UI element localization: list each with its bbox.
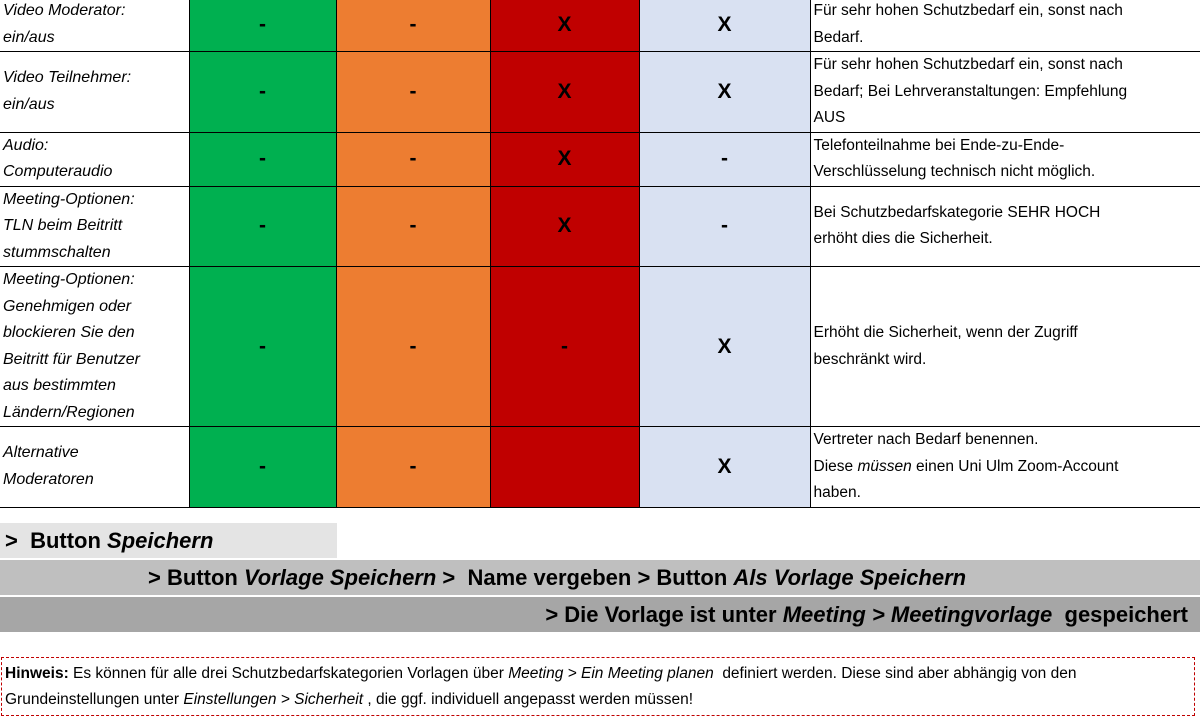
step2-d: Als Vorlage Speichern xyxy=(733,565,967,590)
table-row xyxy=(0,186,1200,267)
cell-green: - xyxy=(189,186,336,267)
step2-a: > Button xyxy=(148,565,244,590)
hint-label: Hinweis: xyxy=(5,665,69,682)
cell-orange: - xyxy=(336,186,490,267)
cell-blue: - xyxy=(639,132,810,186)
cell-orange: - xyxy=(336,132,490,186)
step1-italic: Speichern xyxy=(107,528,214,553)
note-text: Diese xyxy=(813,457,858,475)
setting-note xyxy=(810,427,1200,508)
setting-note: Für sehr hohen Schutzbedarf ein, sonst nach Bedarf; Bei Lehrveranstaltungen: Empfehlung AUS xyxy=(810,52,1200,133)
note-emphasis: müssen xyxy=(857,457,912,475)
hint-text-e: , die ggf. individuell angepasst werden müssen! xyxy=(363,691,694,708)
setting-label: Video Moderator: ein/aus xyxy=(0,0,189,52)
note-text: Vertreter nach Bedarf benennen. xyxy=(813,431,1039,448)
table-row xyxy=(0,132,1200,186)
cell-red: - xyxy=(490,267,639,427)
setting-note: Bei Schutzbedarfskategorie SEHR HOCH erhöht dies die Sicherheit. xyxy=(810,186,1200,267)
cell-red: X xyxy=(490,186,639,267)
step3-b: Meeting > Meetingvorlage xyxy=(782,602,1053,627)
setting-label: Video Teilnehmer: ein/aus xyxy=(0,52,189,133)
step3-c: gespeichert xyxy=(1052,602,1188,627)
setting-note: Für sehr hohen Schutzbedarf ein, sonst nach Bedarf. xyxy=(810,0,1200,52)
step2-b: Vorlage Speichern xyxy=(243,565,437,590)
setting-label: Meeting-Optionen: TLN beim Beitritt stummschalten xyxy=(0,186,189,267)
step-save-button xyxy=(0,523,337,558)
hint-text-c: definiert werden. Diese sind aber abhängig von den Grundeinstellungen unter xyxy=(5,665,1081,708)
step-template-saved xyxy=(0,597,1200,632)
step-save-template xyxy=(0,560,1200,595)
table-row xyxy=(0,0,1200,52)
note-text: einen Uni Ulm Zoom-Account xyxy=(911,457,1119,475)
cell-blue: X xyxy=(639,427,810,508)
cell-orange: - xyxy=(336,52,490,133)
cell-green: - xyxy=(189,427,336,508)
setting-label: Meeting-Optionen: Genehmigen oder blockieren Sie den Beitritt für Benutzer aus bestimmten Ländern/Regionen xyxy=(0,267,189,427)
cell-red: X xyxy=(490,0,639,52)
hint-text-b: Meeting > Ein Meeting planen xyxy=(508,665,714,682)
hint-text-a: Es können für alle drei Schutzbedarfskategorien Vorlagen über xyxy=(68,665,509,682)
cell-green: - xyxy=(189,267,336,427)
cell-green: - xyxy=(189,132,336,186)
cell-orange: - xyxy=(336,267,490,427)
setting-label: Audio: Computeraudio xyxy=(0,132,189,186)
note-text: haben. xyxy=(813,484,861,501)
cell-blue: X xyxy=(639,52,810,133)
cell-red: X xyxy=(490,52,639,133)
cell-blue: X xyxy=(639,267,810,427)
hint-text-d: Einstellungen > Sicherheit xyxy=(183,691,364,708)
cell-green: - xyxy=(189,0,336,52)
setting-label: Alternative Moderatoren xyxy=(0,427,189,508)
table-row xyxy=(0,52,1200,133)
cell-blue: - xyxy=(639,186,810,267)
step1-prefix: > Button xyxy=(5,528,108,553)
cell-red xyxy=(490,427,639,508)
cell-orange: - xyxy=(336,427,490,508)
cell-orange: - xyxy=(336,0,490,52)
table-row xyxy=(0,267,1200,427)
step2-c: > Name vergeben > Button xyxy=(436,565,734,590)
setting-note: Erhöht die Sicherheit, wenn der Zugriff beschränkt wird. xyxy=(810,267,1200,427)
hint-box xyxy=(1,657,1195,716)
table-row xyxy=(0,427,1200,508)
step3-a: > Die Vorlage ist unter xyxy=(545,602,783,627)
setting-note: Telefonteilnahme bei Ende-zu-Ende- Verschlüsselung technisch nicht möglich. xyxy=(810,132,1200,186)
cell-red: X xyxy=(490,132,639,186)
cell-blue: X xyxy=(639,0,810,52)
cell-green: - xyxy=(189,52,336,133)
